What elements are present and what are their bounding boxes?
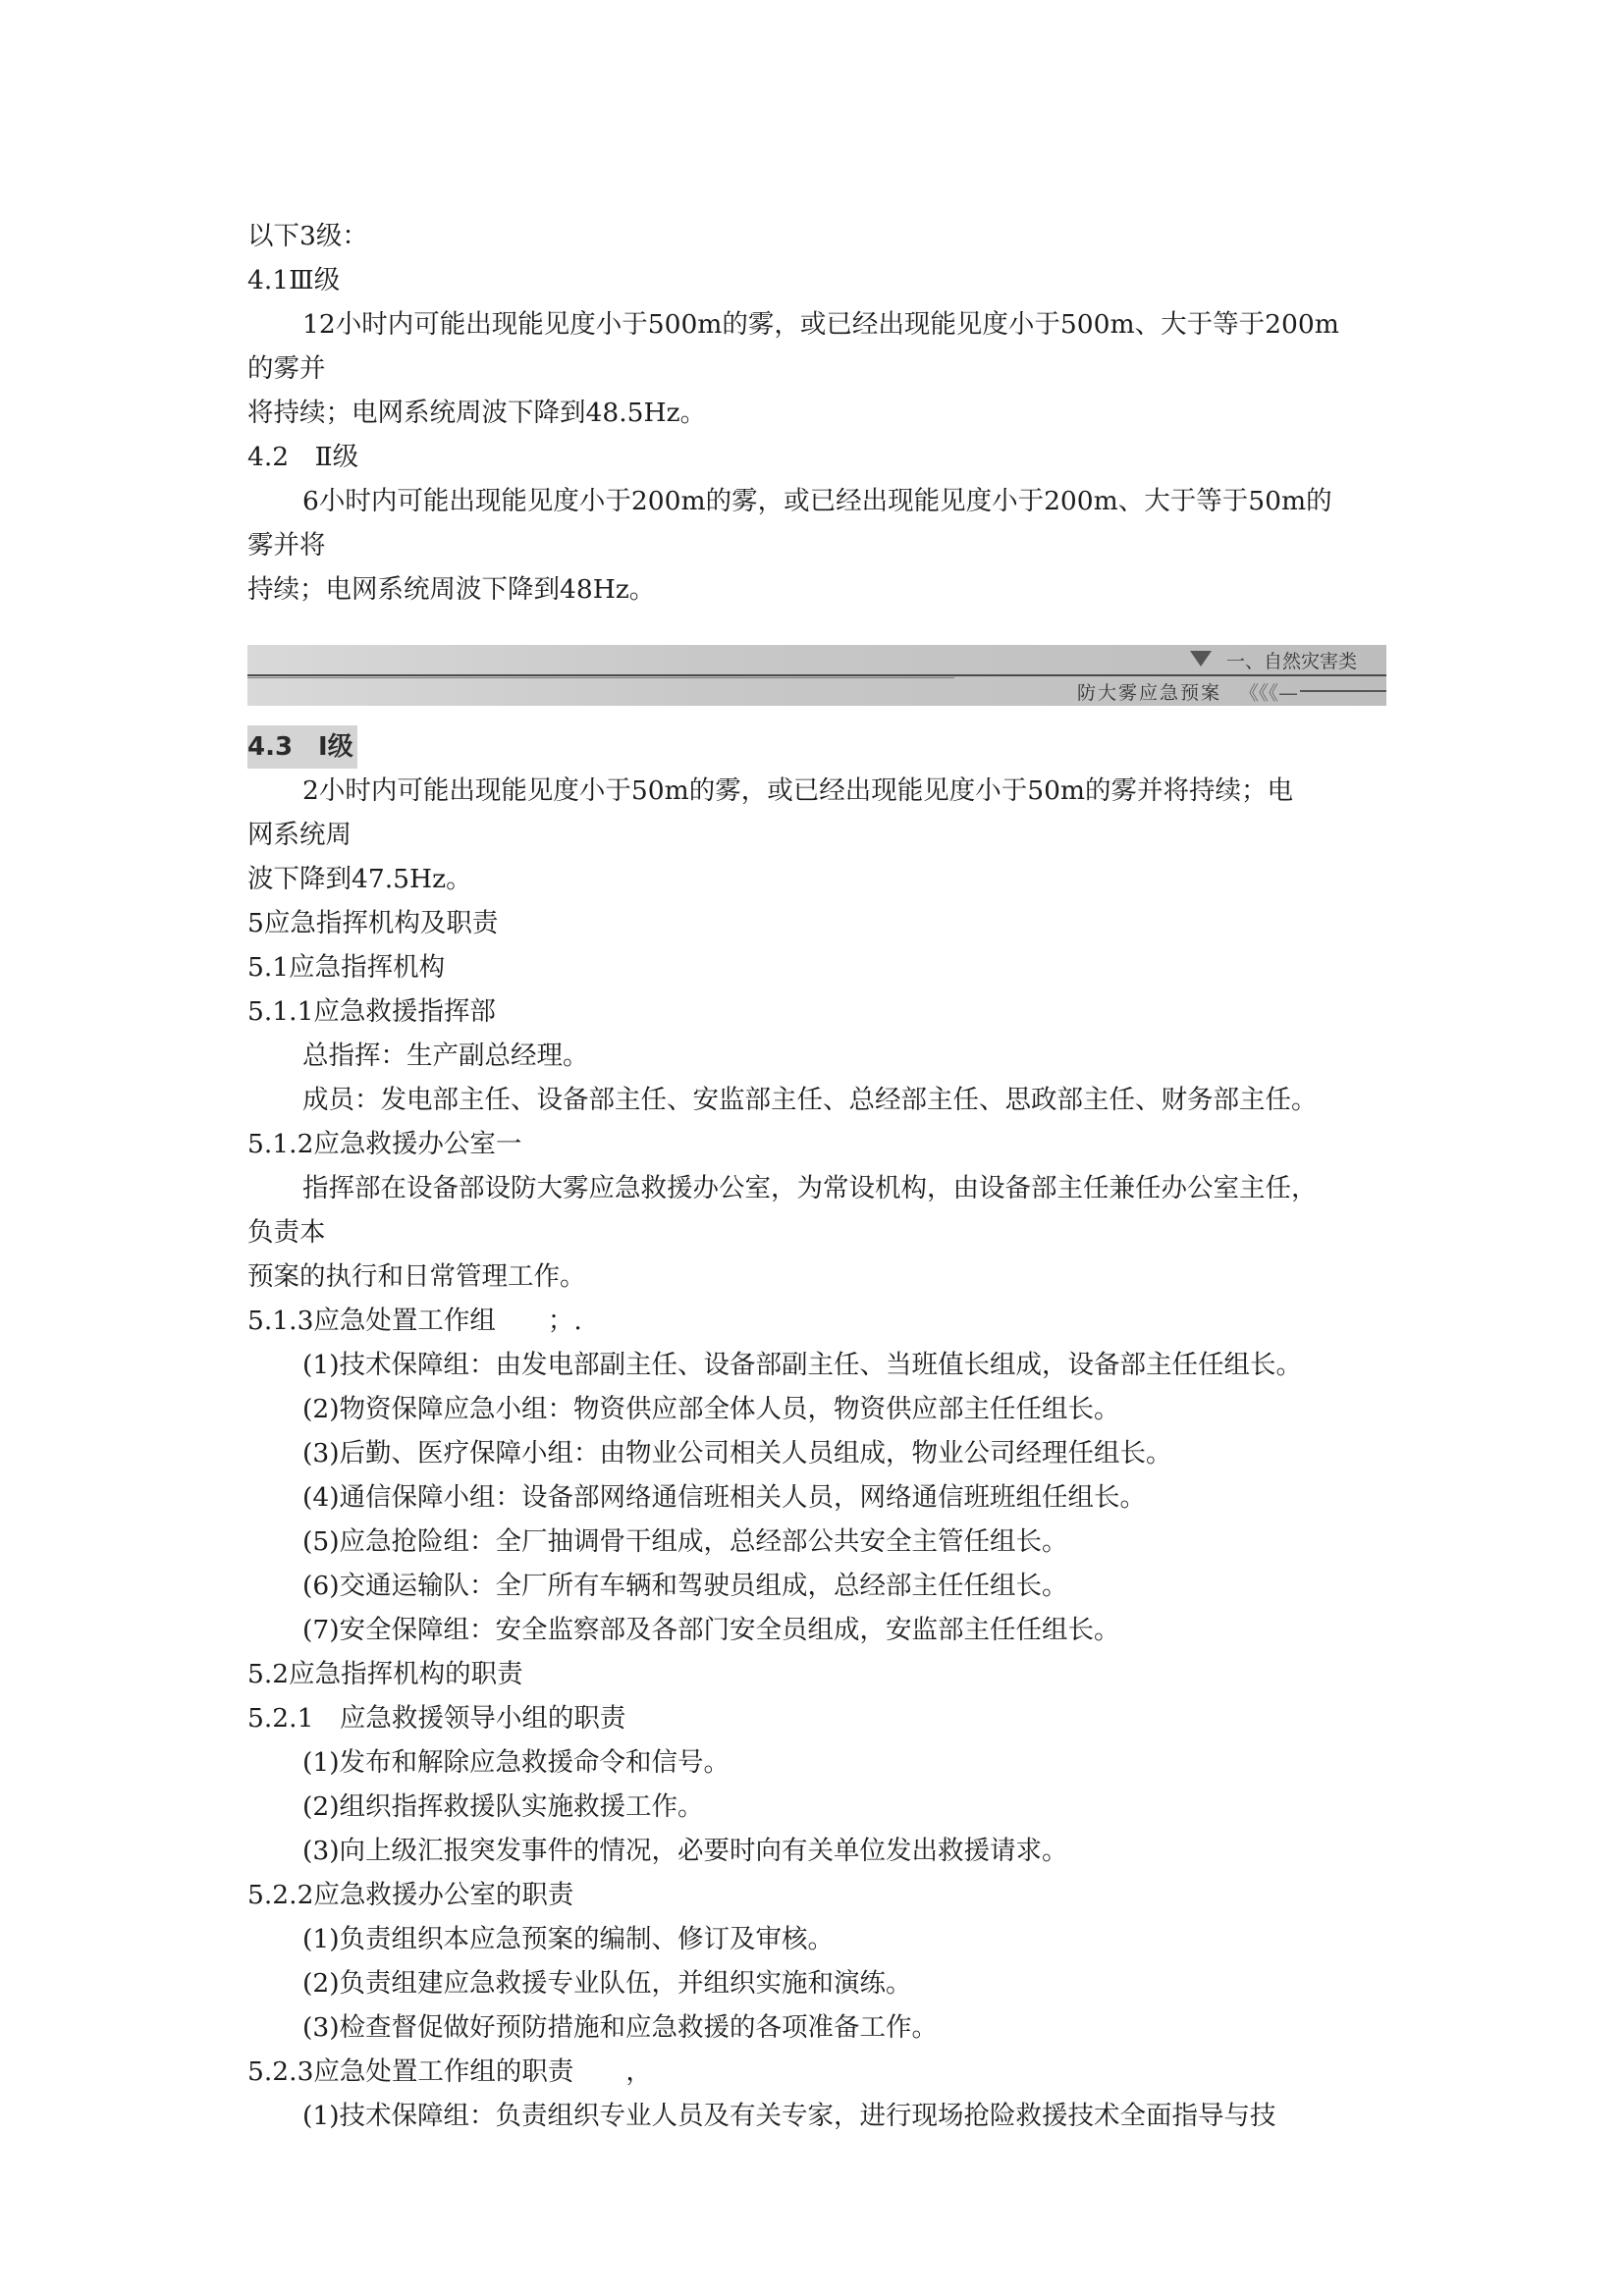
list-item: (4)通信保障小组：设备部网络通信班相关人员，网络通信班班组任组长。	[302, 1482, 1147, 1513]
banner-title: 防大雾应急预案	[1076, 682, 1221, 704]
section-body	[247, 769, 1386, 2138]
list-item: (3)检查督促做好预防措施和应急救援的各项准备工作。	[302, 2012, 939, 2043]
heading-5-1-2: 5.1.2应急救援办公室一	[247, 1129, 522, 1159]
text-line: 指挥部在设备部设防大雾应急救援办公室，为常设机构，由设备部主任兼任办公室主任，	[302, 1173, 1318, 1203]
list-item: (1)发布和解除应急救援命令和信号。	[302, 1747, 731, 1778]
text-line: 成员：发电部主任、设备部主任、安监部主任、总经部主任、思政部主任、财务部主任。	[302, 1085, 1318, 1115]
list-item: (5)应急抢险组：全厂抽调骨干组成，总经部公共安全主管任组长。	[302, 1526, 1068, 1557]
scanned-page-header-banner	[247, 645, 1386, 706]
heading-4-3-row	[247, 725, 1386, 769]
text-line: 以下3级：	[247, 221, 368, 251]
heading-5-1-1: 5.1.1应急救援指挥部	[247, 996, 496, 1027]
banner-tail-rule	[1300, 690, 1386, 692]
heading-5-1: 5.1应急指挥机构	[247, 952, 446, 983]
banner-chevrons: 《《《—	[1239, 681, 1298, 705]
list-item: (3)向上级汇报突发事件的情况，必要时向有关单位发出救援请求。	[302, 1836, 1068, 1866]
banner-category: 一、自然灾害类	[1225, 651, 1357, 672]
heading-5-2-2: 5.2.2应急救援办公室的职责	[247, 1880, 574, 1910]
heading-5: 5应急指挥机构及职责	[247, 908, 499, 938]
text-line: 波下降到47.5Hz。	[247, 864, 472, 894]
list-item: (1)技术保障组：负责组织专业人员及有关专家，进行现场抢险救援技术全面指导与技	[302, 2101, 1276, 2131]
banner-rule	[247, 674, 1386, 676]
text-line: 预案的执行和日常管理工作。	[247, 1261, 586, 1292]
heading-4-1: 4.1Ⅲ级	[247, 265, 341, 295]
text-line: 网系统周	[247, 820, 352, 850]
heading-5-2-1: 5.2.1 应急救援领导小组的职责	[247, 1703, 626, 1734]
text-line: 负责本	[247, 1217, 326, 1248]
heading-4-2: 4.2 Ⅱ级	[247, 442, 359, 472]
list-item: (2)负责组建应急救援专业队伍，并组织实施和演练。	[302, 1968, 912, 1999]
heading-5-2: 5.2应急指挥机构的职责	[247, 1659, 523, 1689]
list-item: (3)后勤、医疗保障小组：由物业公司相关人员组成，物业公司经理任组长。	[302, 1438, 1172, 1468]
list-item: (1)负责组织本应急预案的编制、修订及审核。	[302, 1924, 835, 1954]
text-line: 雾并将	[247, 530, 326, 561]
text-line: 将持续；电网系统周波下降到48.5Hz。	[247, 398, 707, 428]
list-item: (2)物资保障应急小组：物资供应部全体人员，物资供应部主任任组长。	[302, 1394, 1120, 1424]
text-line: 持续；电网系统周波下降到48Hz。	[247, 574, 656, 605]
text-line: 2小时内可能出现能见度小于50m的雾，或已经出现能见度小于50m的雾并将持续；电	[302, 775, 1294, 806]
heading-5-1-3: 5.1.3应急处置工作组 ；.	[247, 1306, 582, 1336]
heading-4-3: 4.3 Ⅰ级	[247, 725, 357, 769]
list-item: (7)安全保障组：安全监察部及各部门安全员组成，安监部主任任组长。	[302, 1615, 1120, 1645]
text-line: 的雾并	[247, 353, 326, 384]
text-line: 12小时内可能出现能见度小于500m的雾，或已经出现能见度小于500m、大于等于200m	[302, 309, 1339, 340]
section-4-levels	[247, 214, 1386, 612]
list-item: (2)组织指挥救援队实施救援工作。	[302, 1791, 704, 1822]
document-page	[247, 214, 1386, 2138]
text-line: 总指挥：生产副总经理。	[302, 1041, 589, 1071]
list-item: (6)交通运输队：全厂所有车辆和驾驶员组成，总经部主任任组长。	[302, 1571, 1068, 1601]
heading-5-2-3: 5.2.3应急处置工作组的职责 ，	[247, 2056, 652, 2087]
list-item: (1)技术保障组：由发电部副主任、设备部副主任、当班值长组成，设备部主任任组长。	[302, 1350, 1303, 1380]
triangle-marker-icon	[1190, 651, 1212, 667]
banner-rule-thin	[247, 677, 954, 678]
text-line: 6小时内可能出现能见度小于200m的雾，或已经出现能见度小于200m、大于等于50m的	[302, 486, 1332, 516]
